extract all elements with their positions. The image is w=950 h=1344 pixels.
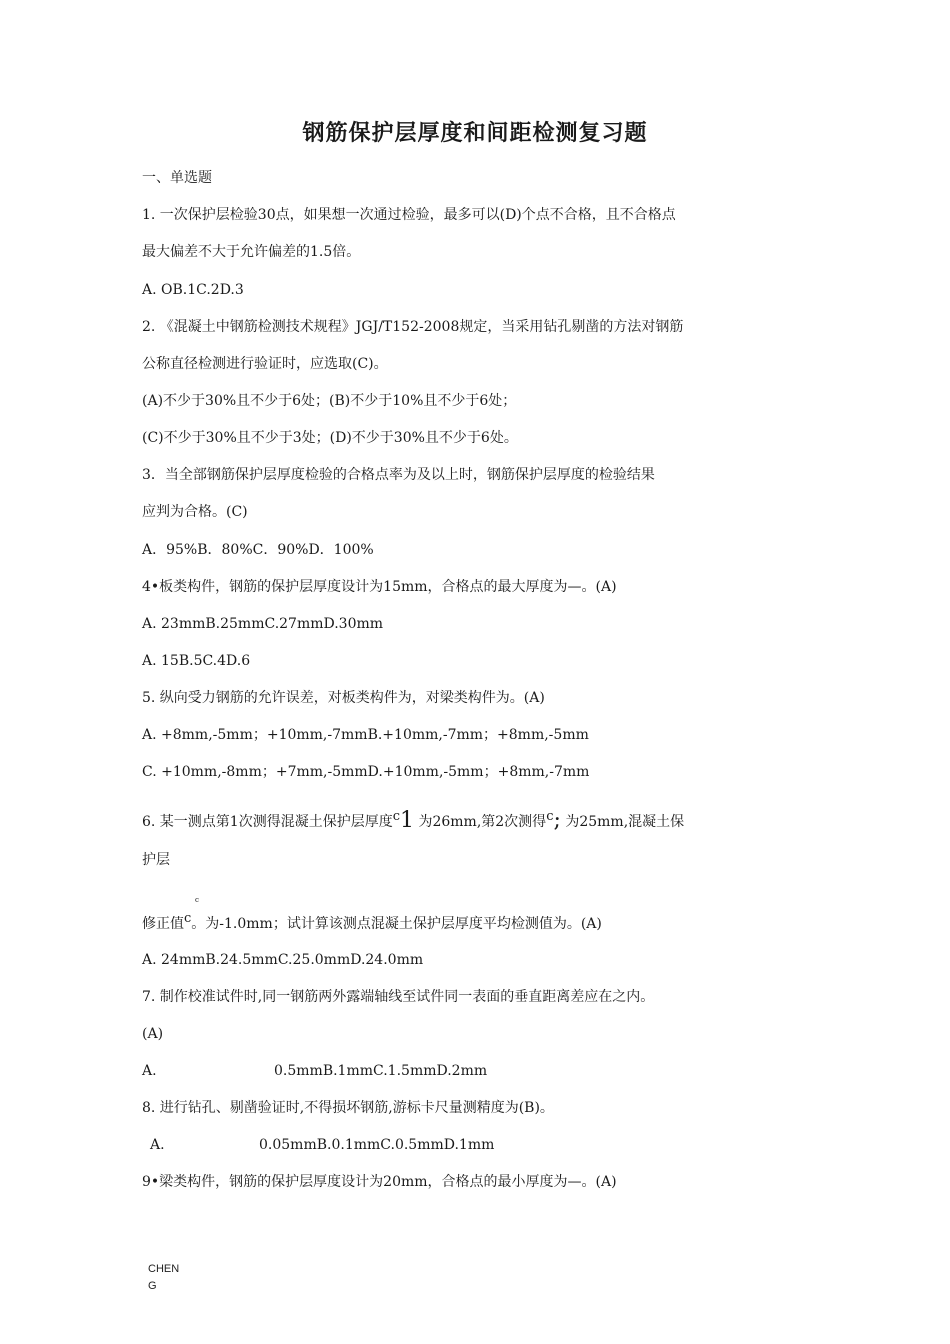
question-7-options-label: A. <box>142 1063 157 1079</box>
question-6-text-d: 修正值 <box>142 916 184 932</box>
c-symbol: c <box>546 809 554 824</box>
question-6-line-2: 护层 <box>142 852 170 868</box>
question-3-line-1: 3．当全部钢筋保护层厚度检验的合格点率为及以上时，钢筋保护层厚度的检验结果 <box>142 467 655 483</box>
question-6-text-b: 为26mm,第2次测得 <box>414 814 547 830</box>
question-1-line-1: 1. 一次保护层检验30点，如果想一次通过检验，最多可以(D)个点不合格，且不合格点 <box>142 207 676 223</box>
question-3-options: A．95%B．80%C．90%D．100% <box>142 542 374 558</box>
question-1-line-2: 最大偏差不大于允许偏差的1.5倍。 <box>142 244 361 260</box>
question-6-text-c: 为25mm,混凝土保 <box>560 814 685 830</box>
footer-line-1: CHEN <box>148 1263 180 1275</box>
question-5-line: 5. 纵向受力钢筋的允许误差，对板类构件为，对梁类构件为。(A) <box>142 690 545 706</box>
c-symbol: c <box>184 911 192 926</box>
question-5-options-ab: A. +8mm,-5mm；+10mm,-7mmB.+10mm,-7mm；+8mm,-5mm <box>142 727 589 743</box>
question-8-options-label: A. <box>150 1137 165 1153</box>
question-7-options: 0.5mmB.1mmC.1.5mmD.2mm <box>274 1063 488 1079</box>
question-2-line-1: 2. 《混凝土中钢筋检测技术规程》JGJ/T152-2008规定，当采用钻孔剔凿的方法对钢筋 <box>142 319 684 335</box>
section-heading: 一、单选题 <box>142 170 212 186</box>
question-2-options-ab: (A)不少于30%且不少于6处；(B)不少于10%且不少于6处； <box>142 393 517 409</box>
question-6-options: A. 24mmB.24.5mmC.25.0mmD.24.0mm <box>142 952 424 968</box>
document-title: 钢筋保护层厚度和间距检测复习题 <box>302 121 648 146</box>
question-7-answer: (A) <box>142 1026 164 1042</box>
question-6-line-3 <box>142 911 602 935</box>
question-2-options-cd: (C)不少于30%且不少于3处；(D)不少于30%且不少于6处。 <box>142 430 518 446</box>
question-8-options: 0.05mmB.0.1mmC.0.5mmD.1mm <box>259 1137 495 1153</box>
subscript-mark: ; <box>553 808 561 833</box>
subscript-1: 1 <box>400 808 414 833</box>
question-6-text-e: 。为-1.0mm；试计算该测点混凝土保护层厚度平均检测值为。(A) <box>191 916 602 932</box>
footer-watermark <box>148 1261 179 1295</box>
question-7-line: 7. 制作校准试件时,同一钢筋两外露端轴线至试件同一表面的垂直距离差应在之内。 <box>142 989 655 1005</box>
question-9-line: 9•梁类构件，钢筋的保护层厚度设计为20mm，合格点的最小厚度为—。(A) <box>142 1174 617 1190</box>
question-4-options: A. 23mmB.25mmC.27mmD.30mm <box>142 616 384 632</box>
question-8-line: 8. 进行钻孔、剔凿验证时,不得损坏钢筋,游标卡尺量测精度为(B)。 <box>142 1100 554 1116</box>
question-extra-options: A. 15B.5C.4D.6 <box>142 653 251 669</box>
question-3-line-2: 应判为合格。(C) <box>142 504 248 520</box>
question-6-line-1 <box>142 808 685 833</box>
question-5-options-cd: C. +10mm,-8mm；+7mm,-5mmD.+10mm,-5mm；+8mm,-7mm <box>142 764 590 780</box>
c-symbol: c <box>392 809 400 824</box>
tiny-mark: c <box>195 896 199 904</box>
question-1-options: A. OB.1C.2D.3 <box>142 282 244 298</box>
question-4-line: 4•板类构件，钢筋的保护层厚度设计为15mm，合格点的最大厚度为—。(A) <box>142 579 617 595</box>
question-2-line-2: 公称直径检测进行验证时，应选取(C)。 <box>142 356 388 372</box>
footer-line-2: G <box>148 1280 157 1292</box>
question-6-text-a: 6. 某一测点第1次测得混凝土保护层厚度 <box>142 814 393 830</box>
